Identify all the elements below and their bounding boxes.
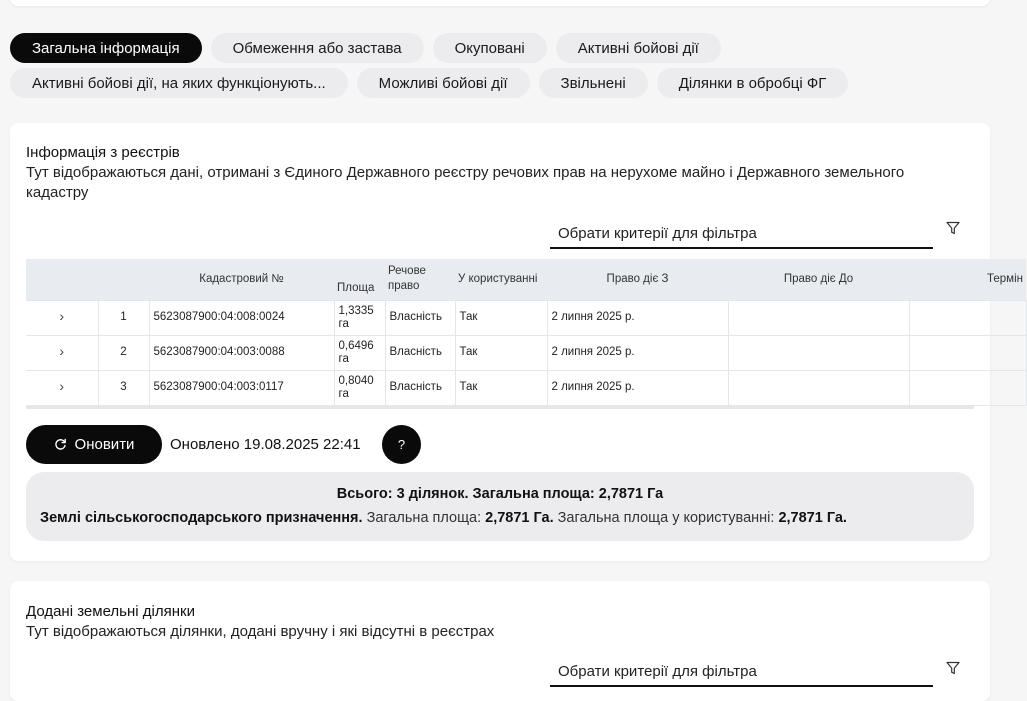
registry-card: [10, 123, 1023, 561]
added-title: Додані земельні ділянки: [26, 603, 195, 620]
tab-active-combat-functioning[interactable]: Активні бойові дії, на яких функціонують...: [10, 68, 348, 98]
tab-row-2: [10, 68, 990, 98]
col-to[interactable]: Право діє До: [728, 259, 909, 300]
refresh-icon: [54, 438, 67, 451]
col-in-use[interactable]: У користуванні: [455, 259, 547, 300]
tab-active-combat[interactable]: Активні бойові дії: [556, 33, 721, 63]
row-right: Власність: [385, 300, 455, 335]
row-in-use: Так: [455, 335, 547, 370]
refresh-button[interactable]: [26, 425, 162, 464]
row-in-use: Так: [455, 300, 547, 335]
tab-row-1: [10, 33, 990, 63]
filter-icon[interactable]: [946, 661, 960, 679]
col-term[interactable]: Термін: [909, 259, 1026, 300]
col-number: [98, 259, 149, 300]
row-area: 1,3335 га: [334, 300, 385, 335]
chevron-right-icon[interactable]: ›: [59, 378, 65, 394]
row-number: 3: [98, 370, 149, 405]
added-plots-card: [10, 581, 990, 701]
table-row[interactable]: [26, 335, 1026, 370]
chevron-right-icon[interactable]: ›: [59, 343, 65, 359]
registry-title: Інформація з реєстрів: [26, 144, 180, 161]
row-to: [728, 335, 909, 370]
col-area[interactable]: Площа: [334, 259, 385, 300]
filter-input[interactable]: Обрати критерії для фільтра: [550, 219, 933, 249]
row-term: [909, 300, 1026, 335]
row-number: 1: [98, 300, 149, 335]
row-cadastral: 5623087900:04:008:0024: [149, 300, 334, 335]
registry-description: Тут відображаються дані, отримані з Єдиного Державного реєстру речових прав на нерухоме майно і Державного земельного кадастру: [26, 164, 905, 201]
row-cadastral: 5623087900:04:003:0117: [149, 370, 334, 405]
row-expand[interactable]: [26, 335, 98, 370]
filter-icon[interactable]: [946, 221, 960, 239]
row-from: 2 липня 2025 р.: [547, 300, 728, 335]
summary-category: Землі сільськогосподарського призначення.: [40, 510, 363, 526]
updated-timestamp: Оновлено 19.08.2025 22:41: [170, 436, 361, 453]
col-from[interactable]: Право діє З: [547, 259, 728, 300]
row-from: 2 липня 2025 р.: [547, 335, 728, 370]
row-right: Власність: [385, 335, 455, 370]
chevron-right-icon[interactable]: ›: [59, 308, 65, 324]
row-term: [909, 335, 1026, 370]
table-row[interactable]: [26, 370, 1026, 405]
tab-fg-plots[interactable]: Ділянки в обробці ФГ: [657, 68, 849, 98]
summary-details: [40, 510, 847, 526]
row-in-use: Так: [455, 370, 547, 405]
row-term: [909, 370, 1026, 405]
row-to: [728, 300, 909, 335]
row-right: Власність: [385, 370, 455, 405]
help-button[interactable]: ?: [382, 425, 421, 464]
added-description: Тут відображаються ділянки, додані вручну і які відсутні в реєстрах: [26, 623, 495, 640]
tab-occupied[interactable]: Окуповані: [433, 33, 547, 63]
summary-in-use-value: 2,7871 Га.: [778, 510, 847, 526]
tab-restrictions[interactable]: Обмеження або застава: [211, 33, 424, 63]
row-to: [728, 370, 909, 405]
row-cadastral: 5623087900:04:003:0088: [149, 335, 334, 370]
top-card: [10, 0, 990, 6]
summary-total: Всього: 3 ділянок. Загальна площа: 2,7871 Га: [336, 486, 664, 502]
row-expand[interactable]: [26, 300, 98, 335]
tab-possible-combat[interactable]: Можливі бойові дії: [357, 68, 530, 98]
summary-in-use-label: Загальна площа у користуванні:: [557, 510, 775, 526]
summary-area-value: 2,7871 Га.: [485, 510, 554, 526]
col-expand: [26, 259, 98, 300]
summary-panel: [26, 472, 974, 541]
added-filter-input[interactable]: Обрати критерії для фільтра: [550, 657, 933, 687]
row-expand[interactable]: [26, 370, 98, 405]
row-from: 2 липня 2025 р.: [547, 370, 728, 405]
row-area: 0,8040 га: [334, 370, 385, 405]
table-header-row: [26, 259, 1026, 300]
summary-area-label: Загальна площа:: [366, 510, 482, 526]
table-row[interactable]: [26, 300, 1026, 335]
row-area: 0,6496 га: [334, 335, 385, 370]
registry-table: [26, 259, 1023, 409]
row-number: 2: [98, 335, 149, 370]
col-right[interactable]: Речове право: [385, 259, 455, 300]
col-cadastral[interactable]: Кадастровий №: [149, 259, 334, 300]
tab-liberated[interactable]: Звільнені: [539, 68, 648, 98]
tab-general-info[interactable]: Загальна інформація: [10, 33, 202, 63]
refresh-label: Оновити: [74, 436, 135, 453]
tab-bar: [10, 33, 990, 103]
